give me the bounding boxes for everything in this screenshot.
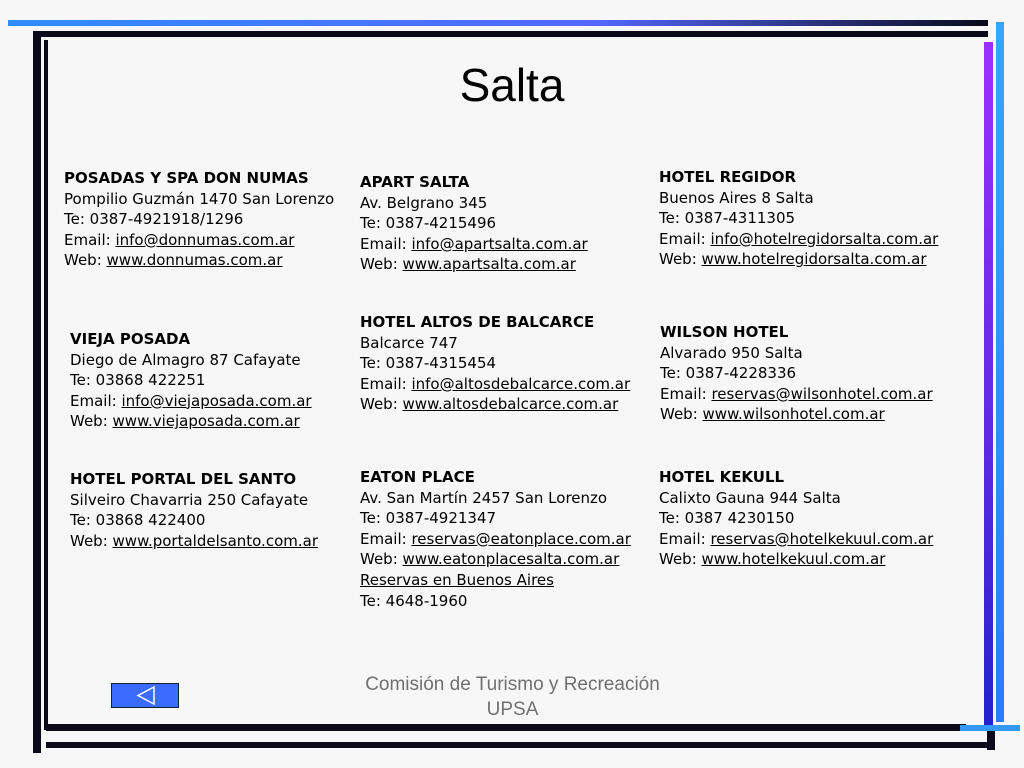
hotel-card-altos-de-balcarce [360,312,630,415]
hotel-phone: Te: 0387-4311305 [659,209,796,228]
web-label: Web: [360,395,403,414]
hotel-name: HOTEL PORTAL DEL SANTO [70,470,297,488]
email-label: Email: [659,229,711,248]
email-label: Email: [64,230,116,249]
email-label: Email: [360,529,412,548]
web-label: Web: [70,412,113,431]
web-label: Web: [360,550,403,569]
hotel-phone: Te: 0387 4230150 [659,509,795,528]
hotel-card-wilson [660,322,933,425]
web-label: Web: [660,405,703,424]
email-label: Email: [360,374,412,393]
hotel-address: Av. San Martín 2457 San Lorenzo [360,488,608,507]
email-link[interactable]: reservas@eatonplace.com.ar [411,529,631,548]
hotel-address: Buenos Aires 8 Salta [659,188,814,207]
email-link[interactable]: info@hotelregidorsalta.com.ar [710,229,939,248]
reservations-buenos-aires-link[interactable]: Reservas en Buenos Aires [360,570,554,589]
hotel-phone: Te: 0387-4921918/1296 [64,210,244,229]
hotel-card-portal-del-santo [70,469,318,551]
hotel-phone: Te: 0387-4228336 [660,364,797,383]
web-link[interactable]: www.apartsalta.com.ar [402,255,576,274]
frame-left-inner [44,40,48,730]
hotel-name: VIEJA POSADA [70,330,191,348]
email-label: Email: [360,234,412,253]
web-link[interactable]: www.wilsonhotel.com.ar [702,405,885,424]
web-link[interactable]: www.hotelkekuul.com.ar [701,550,886,569]
email-label: Email: [659,529,711,548]
hotel-name: POSADAS Y SPA DON NUMAS [64,169,309,187]
email-link[interactable]: info@viejaposada.com.ar [121,391,312,410]
web-label: Web: [659,550,702,569]
web-link[interactable]: www.hotelregidorsalta.com.ar [701,250,927,269]
hotel-phone: Te: 03868 422251 [70,371,206,390]
web-link[interactable]: www.altosdebalcarce.com.ar [402,395,619,414]
frame-left-outer [33,31,41,753]
hotel-address: Calixto Gauna 944 Salta [659,488,841,507]
hotel-name: EATON PLACE [360,468,475,486]
email-link[interactable]: reservas@hotelkekuul.com.ar [710,529,934,548]
web-link[interactable]: www.donnumas.com.ar [106,251,283,270]
email-link[interactable]: info@donnumas.com.ar [115,230,295,249]
web-label: Web: [360,255,403,274]
triangle-left-icon [136,686,156,705]
frame-bottom-accent [960,725,1020,731]
back-button[interactable] [111,683,179,708]
hotel-card-vieja-posada [70,329,312,432]
frame-bottom-line-2 [46,742,991,748]
web-label: Web: [70,531,113,550]
reservations-phone: Te: 4648-1960 [360,591,468,610]
hotel-address: Alvarado 950 Salta [660,343,803,362]
email-link[interactable]: info@apartsalta.com.ar [411,234,588,253]
footer-university: UPSA [486,699,539,720]
hotel-card-kekull [659,467,933,570]
frame-bottom-line-1 [46,724,966,731]
footer [350,672,675,722]
email-link[interactable]: reservas@wilsonhotel.com.ar [711,384,933,403]
hotel-address: Pompilio Guzmán 1470 San Lorenzo [64,189,335,208]
hotel-phone: Te: 0387-4921347 [360,509,497,528]
hotel-phone: Te: 03868 422400 [70,511,206,530]
frame-right-blue [996,22,1004,722]
email-label: Email: [70,391,122,410]
hotel-name: HOTEL KEKULL [659,468,785,486]
hotel-name: HOTEL ALTOS DE BALCARCE [360,313,595,331]
email-link[interactable]: info@altosdebalcarce.com.ar [411,374,631,393]
hotel-address: Silveiro Chavarria 250 Cafayate [70,490,309,509]
page-title: Salta [459,59,565,111]
frame-top-accent [8,20,988,26]
hotel-name: APART SALTA [360,173,470,191]
footer-organization: Comisión de Turismo y Recreación [365,674,660,695]
hotel-card-apart-salta [360,172,588,275]
web-link[interactable]: www.portaldelsanto.com.ar [112,531,318,550]
hotel-name: HOTEL REGIDOR [659,168,797,186]
hotel-card-regidor [659,167,938,270]
email-label: Email: [660,384,712,403]
hotel-name: WILSON HOTEL [660,323,789,341]
hotel-card-eaton-place [360,467,631,611]
hotel-address: Av. Belgrano 345 [360,193,488,212]
web-label: Web: [659,250,702,269]
web-link[interactable]: www.viejaposada.com.ar [112,412,300,431]
hotel-address: Diego de Almagro 87 Cafayate [70,350,301,369]
frame-top-line [33,31,988,37]
frame-right-purple [984,42,993,727]
hotel-phone: Te: 0387-4315454 [360,354,497,373]
web-label: Web: [64,251,107,270]
hotel-phone: Te: 0387-4215496 [360,214,497,233]
web-link[interactable]: www.eatonplacesalta.com.ar [402,550,620,569]
hotel-address: Balcarce 747 [360,333,458,352]
hotel-card-don-numas [64,168,334,271]
